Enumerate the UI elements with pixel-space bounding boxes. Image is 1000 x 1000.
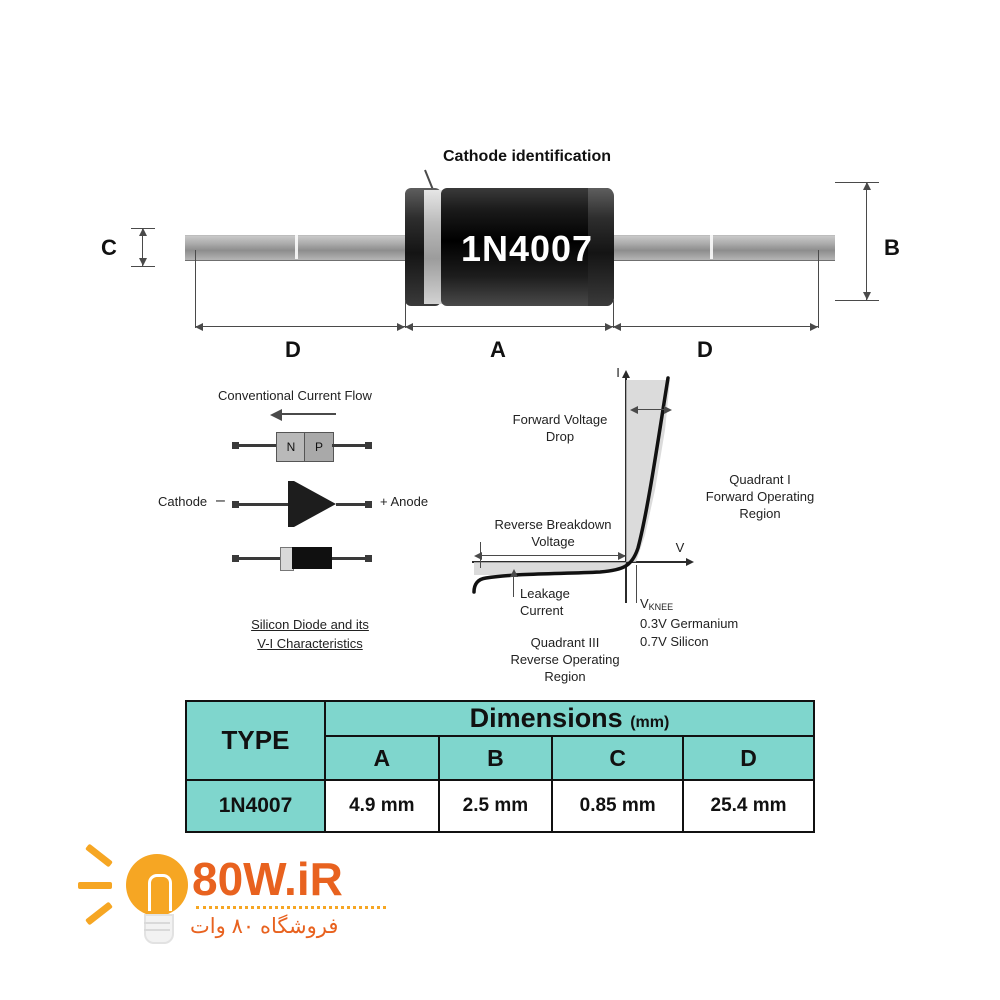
cell-type-1n4007: 1N4007 — [186, 780, 325, 832]
d-right-arrow-left — [613, 323, 621, 331]
p-region-box: P — [304, 432, 334, 462]
current-flow-arrow-line — [278, 413, 336, 415]
rbv-arrow-right — [618, 552, 626, 560]
diode-triangle — [294, 481, 336, 527]
fvd-arrow-line — [636, 409, 666, 410]
leakage-line1: Leakage — [520, 586, 570, 601]
table-header-d: D — [683, 736, 814, 780]
bulb-filament — [148, 874, 172, 911]
quadrant1-line3: Region — [739, 506, 781, 521]
vi-characteristics-graph — [450, 360, 1000, 690]
brand-name: 80W.iR — [192, 853, 343, 905]
forward-voltage-drop-line1: Forward Voltage — [512, 412, 608, 427]
brand-tagline: فروشگاه ۸۰ وات — [190, 915, 339, 938]
d-right-dim-line — [613, 326, 818, 327]
bulb-base-line-2 — [144, 929, 170, 931]
table-header-dimensions — [325, 701, 814, 736]
table-header-type: TYPE — [186, 701, 325, 780]
fvd-arrow-left — [630, 406, 638, 414]
part-number-label: 1N4007 — [460, 228, 594, 269]
bulb-base-line-1 — [144, 922, 170, 924]
vknee-silicon: 0.7V Silicon — [640, 634, 709, 649]
table-header-c: C — [552, 736, 683, 780]
vknee-v: V — [640, 596, 649, 611]
bulb-ray-upper-left — [85, 844, 113, 868]
bulb-ray-lower-left — [85, 902, 113, 926]
lead-right-notch — [710, 235, 713, 259]
d-right-arrow-right — [810, 323, 818, 331]
b-dim-line — [866, 182, 867, 300]
np-terminal-left — [232, 442, 239, 449]
quadrant3-line1: Quadrant III — [530, 635, 600, 650]
mini-terminal-left — [232, 555, 239, 562]
quadrant3-line3: Region — [544, 669, 586, 684]
table-header-row — [186, 701, 814, 736]
fvd-arrow-right — [664, 406, 672, 414]
table-header-b: B — [439, 736, 553, 780]
dim-letter-d-right: D — [697, 337, 713, 362]
symbol-caption-line2: V-I Characteristics — [257, 636, 363, 651]
b-dim-arrow-up — [863, 182, 871, 190]
mini-terminal-right — [365, 555, 372, 562]
conventional-current-flow-label: Conventional Current Flow — [218, 388, 372, 403]
axis-label-i: I — [616, 365, 620, 380]
leakage-arrow-up — [510, 569, 518, 577]
vknee-germanium: 0.3V Germanium — [640, 616, 739, 631]
ext-tick-right — [818, 250, 819, 328]
quadrant3-line2: Reverse Operating — [510, 652, 620, 667]
dim-letter-a: A — [490, 337, 506, 362]
reverse-breakdown-line2: Voltage — [531, 534, 575, 549]
vknee-subscript: KNEE — [648, 602, 674, 612]
table-row — [186, 780, 814, 832]
rbv-dim-line — [480, 555, 625, 556]
dim-letter-b: B — [884, 235, 900, 260]
dimensions-table — [185, 700, 815, 833]
np-terminal-right — [365, 442, 372, 449]
rbv-left-tick — [480, 542, 481, 568]
b-dim-bottom-tick — [835, 300, 879, 301]
symbol-wire-left — [232, 503, 290, 506]
cathode-sign: – — [216, 492, 225, 509]
dimensions-title: Dimensions — [469, 703, 623, 733]
bulb-ray-left — [78, 882, 112, 889]
logo-divider — [196, 906, 386, 909]
b-dim-top-tick — [835, 182, 879, 183]
cell-dim-b: 2.5 mm — [439, 780, 553, 832]
cell-dim-c: 0.85 mm — [552, 780, 683, 832]
vknee-leader — [636, 565, 637, 603]
cathode-identification-label: Cathode identification — [443, 148, 611, 165]
leakage-line2: Current — [520, 603, 564, 618]
n-region-box: N — [276, 432, 306, 462]
dimensions-unit: (mm) — [630, 714, 670, 731]
cathode-label: Cathode — [158, 494, 208, 509]
dim-letter-d-left: D — [285, 337, 301, 362]
mini-package-body — [292, 547, 332, 569]
quadrant1-line1: Quadrant I — [729, 472, 791, 487]
cell-dim-d: 25.4 mm — [683, 780, 814, 832]
quadrant1-line2: Forward Operating — [705, 489, 815, 504]
symbol-terminal-left — [232, 501, 239, 508]
current-flow-arrowhead — [270, 409, 282, 421]
mini-wire-left — [232, 557, 280, 560]
symbol-caption-line1: Silicon Diode and its — [251, 617, 369, 632]
cell-dim-a: 4.9 mm — [325, 780, 439, 832]
forward-voltage-drop-line2: Drop — [545, 429, 575, 444]
table-header-a: A — [325, 736, 439, 780]
anode-label: + Anode — [380, 494, 429, 509]
reverse-breakdown-line1: Reverse Breakdown — [494, 517, 612, 532]
a-arrow-right — [605, 323, 613, 331]
diode-symbol-block — [0, 0, 460, 700]
vknee-label — [640, 596, 760, 612]
b-dim-arrow-down — [863, 292, 871, 300]
axis-label-v: V — [675, 540, 685, 555]
dim-letter-c: C — [101, 235, 117, 260]
lead-right — [600, 235, 835, 261]
site-logo[interactable] — [60, 840, 390, 970]
symbol-terminal-right — [365, 501, 372, 508]
leakage-arrow-line — [513, 575, 514, 597]
